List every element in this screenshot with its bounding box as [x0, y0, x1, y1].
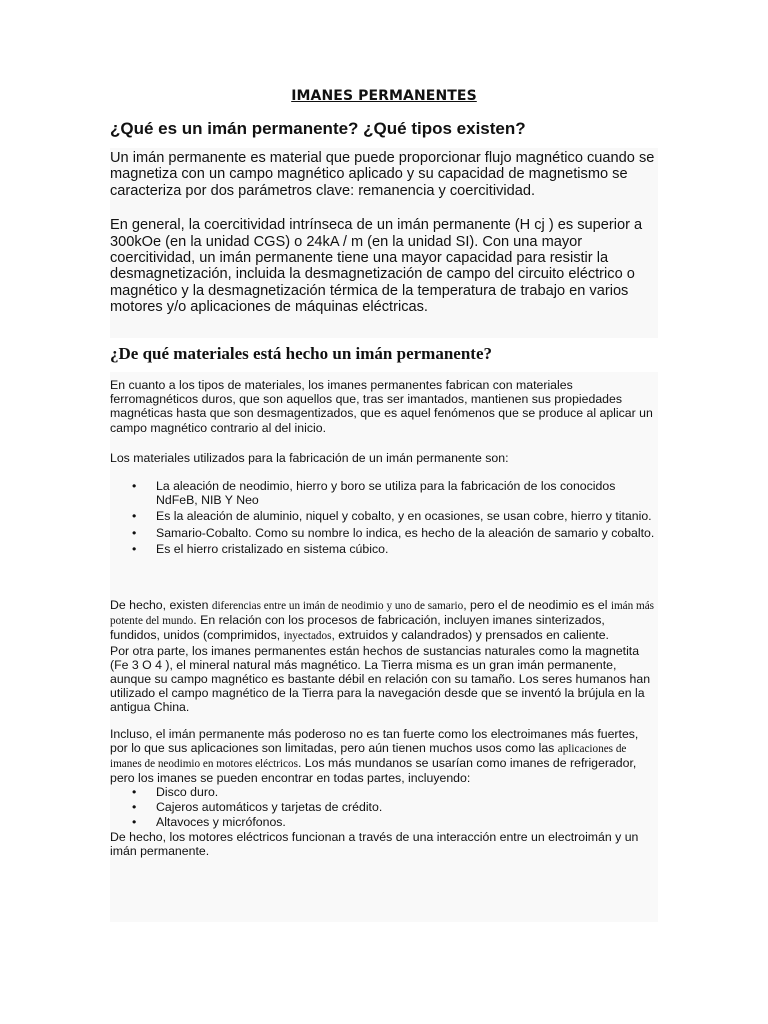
bullet-icon: • [132, 800, 137, 815]
paragraph-differences [110, 598, 658, 644]
paragraph-materials-intro: Los materiales utilizados para la fabricación de un imán permanente son: [110, 451, 509, 465]
text-run: De hecho, existen [110, 598, 212, 612]
heading-materials: ¿De qué materiales está hecho un imán permanente? [110, 344, 492, 363]
paragraph-material-types: En cuanto a los tipos de materiales, los imanes permanentes fabrican con materiales ferromagnéticos duros, que son aquellos que, tras ser imantados, mantienen sus propiedades magnéticas hasta que son desmagentizados, que es aquel fenómenos que se produce al aplicar un campo magnético contrario al del inicio. [110, 378, 653, 435]
list-item [110, 479, 658, 507]
list-item [110, 542, 658, 556]
paragraph-natural-magnets: Por otra parte, los imanes permanentes están hechos de sustancias naturales como la magnetita (Fe 3 O 4 ), el mineral natural más magnético. La Tierra misma es un gran imán permanente, aunque su campo magnético es bastante débil en relación con su tamaño. Los seres humanos han utilizado el campo magnético de la Tierra para la navegación desde que se inventó la brújula en la antigua China. [110, 643, 651, 715]
paragraph-applications [110, 727, 658, 786]
text-run: , pero el de neodimio es el [463, 598, 611, 612]
list-item-text: Es la aleación de aluminio, niquel y cobalto, y en ocasiones, se usan cobre, hierro y titanio. [156, 509, 652, 524]
link-injected[interactable]: inyectados [283, 630, 332, 643]
details-section [110, 598, 658, 858]
list-item [110, 509, 658, 523]
materials-section [110, 372, 658, 922]
text-run: , extruidos y calandrados) y prensados en caliente. [331, 628, 609, 643]
paragraph-definition: Un imán permanente es material que puede proporcionar flujo magnético cuando se magnetiza con un campo magnético aplicado y su capacidad de magnetismo se caracteriza por dos parámetros clave: remanencia y coercitividad. [110, 150, 655, 199]
bullet-icon: • [132, 479, 137, 493]
list-item-text: Altavoces y micrófonos. [156, 815, 286, 830]
heading-what-is: ¿Qué es un imán permanente? ¿Qué tipos existen? [110, 119, 526, 138]
uses-list [110, 785, 658, 829]
bullet-icon: • [132, 541, 137, 556]
bullet-icon: • [132, 815, 137, 830]
list-item [110, 526, 658, 540]
link-neodymium-motor-applications[interactable]: aplicaciones de imanes de neodimio en motores eléctricos [110, 742, 627, 771]
link-neodymium-vs-samarium[interactable]: diferencias entre un imán de neodimio y uno de samario [211, 600, 464, 612]
materials-list [110, 479, 658, 558]
text-run: . En relación con los procesos de fabricación, incluyen imanes sinterizados, fundidos, unidos (comprimidos, [110, 613, 605, 643]
paragraph-motors: De hecho, los motores eléctricos funcionan a través de una interacción entre un electroimán y un imán permanente. [110, 829, 639, 859]
bullet-icon: • [132, 509, 137, 524]
list-item [110, 785, 658, 800]
list-item-text: Disco duro. [156, 785, 219, 800]
paragraph-coercivity: En general, la coercitividad intrínseca de un imán permanente (H cj ) es superior a 300kOe (en la unidad CGS) o 24kA / m (en la unidad SI). Con una mayor coercitividad, un imán permanente tiene una mayor capacidad para resistir la desmagnetización, incluida la desmagnetización de campo del circuito eléctrico o magnético y la desmagnetización térmica de la temperatura de trabajo en varios motores y/o aplicaciones de máquinas eléctricas. [110, 217, 643, 316]
list-item [110, 800, 658, 815]
text-run: Incluso, el imán permanente más poderoso no es tan fuerte como los electroimanes más fuertes, por lo que sus aplicaciones son limitadas, pero aún tienen muchos usos como las [110, 726, 639, 755]
list-item-text: Samario-Cobalto. Como su nombre lo indica, es hecho de la aleación de samario y cobalto. [156, 525, 655, 540]
list-item [110, 815, 658, 830]
text-run: . Los más mundanos se usarían como imanes de refrigerador, pero los imanes se pueden encontrar en todas partes, incluyendo: [110, 756, 637, 786]
bullet-icon: • [132, 525, 137, 540]
list-item-text: Cajeros automáticos y tarjetas de crédito. [156, 800, 383, 815]
intro-section [110, 148, 658, 338]
bullet-icon: • [132, 785, 137, 800]
page-title: IMANES PERMANENTES [291, 88, 477, 104]
list-item-text: La aleación de neodimio, hierro y boro se utiliza para la fabricación de los conocidos NdFeB, NIB Y Neo [156, 479, 616, 508]
link-strongest-magnet[interactable]: imán más potente del mundo [110, 600, 655, 628]
list-item-text: Es el hierro cristalizado en sistema cúbico. [156, 541, 389, 556]
